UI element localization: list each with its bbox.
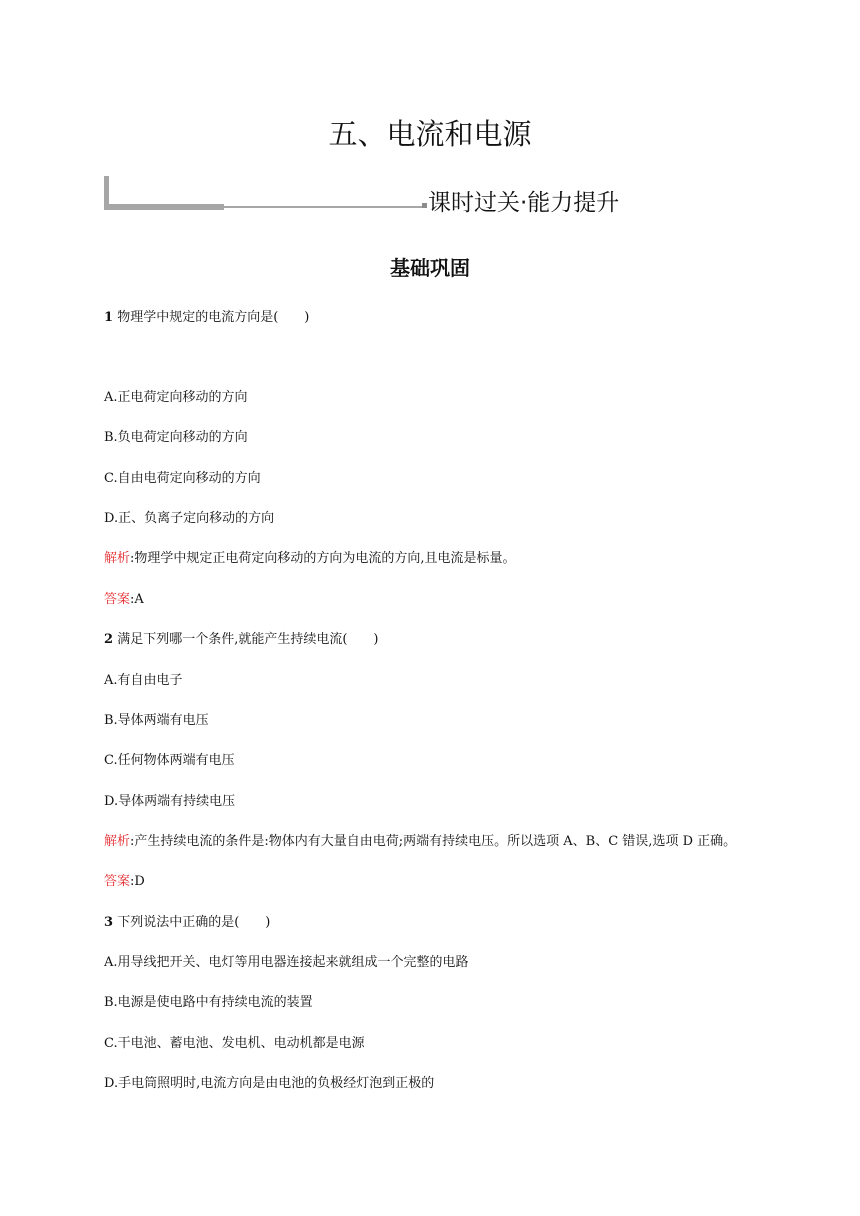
analysis-text: :物理学中规定正电荷定向移动的方向为电流的方向,且电流是标量。: [130, 551, 516, 566]
question-text: 满足下列哪一个条件,就能产生持续电流( ): [117, 632, 379, 647]
banner-bracket-thick-line: [104, 204, 224, 210]
question-1-option-a: A.正电荷定向移动的方向: [104, 390, 248, 405]
question-3-option-d: D.手电筒照明时,电流方向是由电池的负极经灯泡到正极的: [104, 1076, 435, 1091]
question-1-option-b: B.负电荷定向移动的方向: [104, 430, 248, 445]
question-3-stem: [104, 915, 270, 931]
analysis-text: :产生持续电流的条件是:物体内有大量自由电荷;两端有持续电压。所以选项 A、B、C 错误,选项 D 正确。: [130, 834, 737, 849]
banner-square-bullet-icon: [422, 203, 427, 208]
answer-label: 答案: [104, 592, 131, 607]
answer-label: 答案: [104, 874, 131, 889]
answer-text: :D: [130, 874, 145, 889]
banner-text: 课时过关·能力提升: [428, 190, 620, 216]
question-2-option-b: B.导体两端有电压: [104, 713, 209, 728]
page-title: 五、电流和电源: [328, 117, 532, 151]
question-1-option-d: D.正、负离子定向移动的方向: [104, 511, 275, 526]
question-number: 2: [104, 632, 114, 647]
question-number: 1: [104, 310, 114, 325]
section-title: 基础巩固: [390, 256, 470, 280]
question-2-option-d: D.导体两端有持续电压: [104, 794, 236, 809]
answer-text: :A: [130, 592, 144, 607]
question-text: 下列说法中正确的是( ): [117, 915, 271, 930]
question-2-analysis: [104, 834, 736, 850]
question-2-option-a: A.有自由电子: [104, 673, 183, 688]
question-2-stem: [104, 632, 378, 648]
question-3-option-a: A.用导线把开关、电灯等用电器连接起来就组成一个完整的电路: [104, 955, 469, 970]
question-1-answer: [104, 592, 144, 608]
question-number: 3: [104, 915, 114, 930]
analysis-label: 解析: [104, 834, 131, 849]
lesson-banner: [104, 176, 664, 216]
question-1-analysis: [104, 551, 516, 567]
question-2-option-c: C.任何物体两端有电压: [104, 753, 235, 768]
question-3-option-b: B.电源是使电路中有持续电流的装置: [104, 995, 313, 1010]
question-2-answer: [104, 874, 145, 890]
analysis-label: 解析: [104, 551, 131, 566]
question-text: 物理学中规定的电流方向是( ): [117, 310, 310, 325]
banner-bracket-thin-line: [224, 206, 422, 208]
question-3-option-c: C.干电池、蓄电池、发电机、电动机都是电源: [104, 1036, 365, 1051]
question-1-option-c: C.自由电荷定向移动的方向: [104, 471, 261, 486]
question-1-stem: [104, 310, 309, 326]
